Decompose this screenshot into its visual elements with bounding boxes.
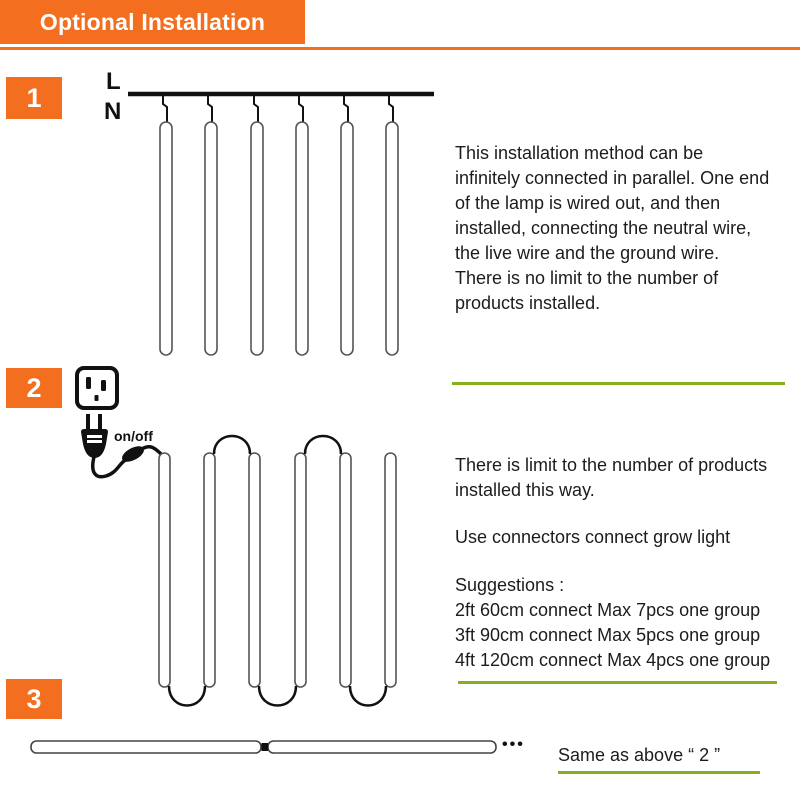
suggestion-line: 4ft 120cm connect Max 4pcs one group [455, 650, 771, 670]
drop-wires [163, 96, 393, 123]
light-tube [296, 122, 308, 355]
switch-label: on/off [114, 428, 153, 444]
ellipsis-dots: ••• [502, 736, 525, 753]
wall-outlet-icon [77, 368, 117, 408]
light-tube [204, 453, 215, 687]
connector-arcs [169, 436, 386, 706]
bottom-connector-arc [259, 686, 296, 706]
step-1-number: 1 [26, 82, 42, 113]
light-tube [385, 453, 396, 687]
light-tube [249, 453, 260, 687]
header-banner [0, 0, 305, 44]
drop-wire [163, 96, 167, 123]
serpentine-connection-diagram [60, 360, 460, 720]
step-3-badge [6, 679, 62, 719]
separator-line [558, 771, 760, 774]
light-tube [295, 453, 306, 687]
page-title: Optional Installation [39, 8, 266, 35]
separator-line [458, 681, 777, 684]
top-connector-arc [305, 436, 341, 454]
separator-line [452, 382, 785, 385]
suggestions-title: Suggestions : [455, 575, 565, 595]
description-line: of the lamp is wired out, and then [455, 193, 721, 213]
description-line: infinitely connected in parallel. One end [455, 168, 770, 188]
step-1-description [455, 141, 769, 316]
light-tube [31, 741, 261, 753]
step-2-limit-note [455, 453, 767, 503]
header-rule [0, 47, 800, 50]
description-line: installed this way. [455, 480, 595, 500]
drop-wire [254, 96, 258, 123]
description-line: the live wire and the ground wire. [455, 243, 720, 263]
bottom-connector-arc [169, 686, 205, 706]
light-tube [160, 122, 172, 355]
light-tube [341, 122, 353, 355]
same-as-above-note: Same as above “ 2 ” [558, 745, 721, 765]
bottom-connector-arc [350, 686, 386, 706]
top-connector-arc [214, 436, 250, 454]
description-line: This installation method can be [455, 143, 704, 163]
step-2-number: 2 [26, 372, 42, 403]
suggestion-line: 3ft 90cm connect Max 5pcs one group [455, 625, 761, 645]
step-2-suggestions [455, 573, 770, 673]
step-3-number: 3 [26, 683, 42, 714]
serpentine-tubes [159, 453, 396, 687]
neutral-wire-label: N [104, 98, 122, 125]
description-line: There is limit to the number of products [455, 455, 768, 475]
drop-wire [344, 96, 348, 123]
step-1-badge [6, 77, 62, 119]
step-2-connector-note: Use connectors connect grow light [455, 527, 731, 547]
description-line: installed, connecting the neutral wire, [455, 218, 752, 238]
drop-wire [389, 96, 393, 123]
hanging-tubes [160, 122, 398, 355]
live-wire-label: L [106, 68, 121, 95]
step-2-badge [6, 368, 62, 408]
tube-connector [262, 743, 269, 751]
drop-wire [208, 96, 212, 123]
suggestion-line: 2ft 60cm connect Max 7pcs one group [455, 600, 761, 620]
description-line: products installed. [455, 293, 601, 313]
light-tube [386, 122, 398, 355]
inline-connection-diagram [20, 735, 540, 765]
parallel-wiring-diagram [100, 60, 445, 370]
plug-icon [81, 414, 108, 458]
light-tube [251, 122, 263, 355]
drop-wire [299, 96, 303, 123]
light-tube [340, 453, 351, 687]
light-tube [268, 741, 496, 753]
light-tube [205, 122, 217, 355]
light-tube [159, 453, 170, 687]
description-line: There is no limit to the number of [455, 268, 719, 288]
